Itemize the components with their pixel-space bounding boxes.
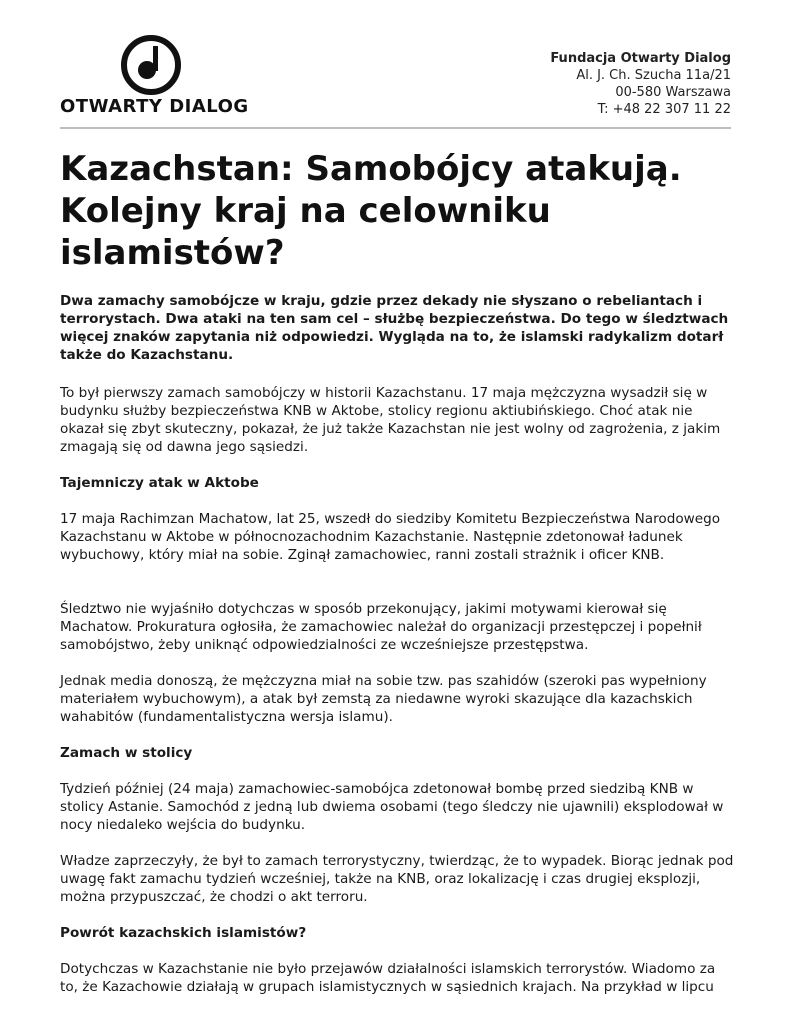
address-line-2: 00-580 Warszawa [615,85,731,100]
section-heading-islamists: Powrót kazachskich islamistów? [60,925,307,941]
contact-block [550,50,731,118]
paragraph: Śledztwo nie wyjaśniło dotychczas w sposób przekonujący, jakimi motywami kierował się Machatow. Prokuratura ogłosiła, że zamachowiec należał do organizacji przestępczej i popełnił samobójstwo, żeby uniknąć odpowiedzialności ze wcześniejsze przestępstwa. [60,601,702,653]
header-divider [60,127,731,129]
paragraph: Dotychczas w Kazachstanie nie było przejawów działalności islamskich terrorystów. Wiadomo za to, że Kazachowie działają w grupach islamistycznych w sąsiednich krajach. Na przykład w lipcu [60,961,716,995]
paragraph: Władze zaprzeczyły, że był to zamach terrorystyczny, twierdząc, że to wypadek. Biorąc jednak pod uwagę fakt zamachu tydzień wcześniej, także na KNB, oraz lokalizację i czas drugiej eksplozji, można przypuszczać, że chodzi o akt terroru. [60,853,734,905]
organization-name: Fundacja Otwarty Dialog [550,51,731,66]
paragraph: 17 maja Rachimzan Machatow, lat 25, wszedł do siedziby Komitetu Bezpieczeństwa Narodowego Kazachstanu w Aktobe w północnozachodnim Kazachstanie. Następnie zdetonował ładunek wybuchowy, który miał na sobie. Zginął zamachowiec, ranni zostali strażnik i oficer KNB. [60,511,721,563]
section-heading-capital: Zamach w stolicy [60,745,193,761]
article-body [60,292,735,1014]
article-title: Kazachstan: Samobójcy atakują. Kolejny kraj na celowniku islamistów? [60,149,682,273]
logo-text: OTWARTY DIALOG [60,96,249,117]
phone-number: T: +48 22 307 11 22 [597,102,731,117]
section-heading-aktobe: Tajemniczy atak w Aktobe [60,475,259,491]
logo-mark-icon [120,34,182,96]
paragraph: Jednak media donoszą, że mężczyzna miał na sobie tzw. pas szahidów (szeroki pas wypełniony materiałem wybuchowym), a atak był zemstą za niedawne wyroki skazujące dla kazachskich wahabitów (fundamentalistyczna wersja islamu). [60,673,707,725]
address-line-1: Al. J. Ch. Szucha 11a/21 [576,68,731,83]
paragraph: Tydzień później (24 maja) zamachowiec-samobójca zdetonował bombę przed siedzibą KNB w stolicy Astanie. Samochód z jedną lub dwiema osobami (tego śledczy nie ujawnili) eksplodował w nocy niedaleko wejścia do budynku. [60,781,724,833]
article-lead: Dwa zamachy samobójcze w kraju, gdzie przez dekady nie słyszano o rebeliantach i terrorystach. Dwa ataki na ten sam cel – służbę bezpieczeństwa. Do tego w śledztwach więcej znaków zapytania niż odpowiedzi. Wygląda na to, że islamski radykalizm dotarł także do Kazachstanu. [60,293,729,363]
intro-paragraph: To był pierwszy zamach samobójczy w historii Kazachstanu. 17 maja mężczyzna wysadził się w budynku służby bezpieczeństwa KNB w Aktobe, stolicy regionu aktiubińskiego. Choć atak nie okazał się zbyt skuteczny, pokazał, że już także Kazachstan nie jest wolny od zagrożenia, z jakim zmagają się od dawna jego sąsiedzi. [60,385,721,455]
